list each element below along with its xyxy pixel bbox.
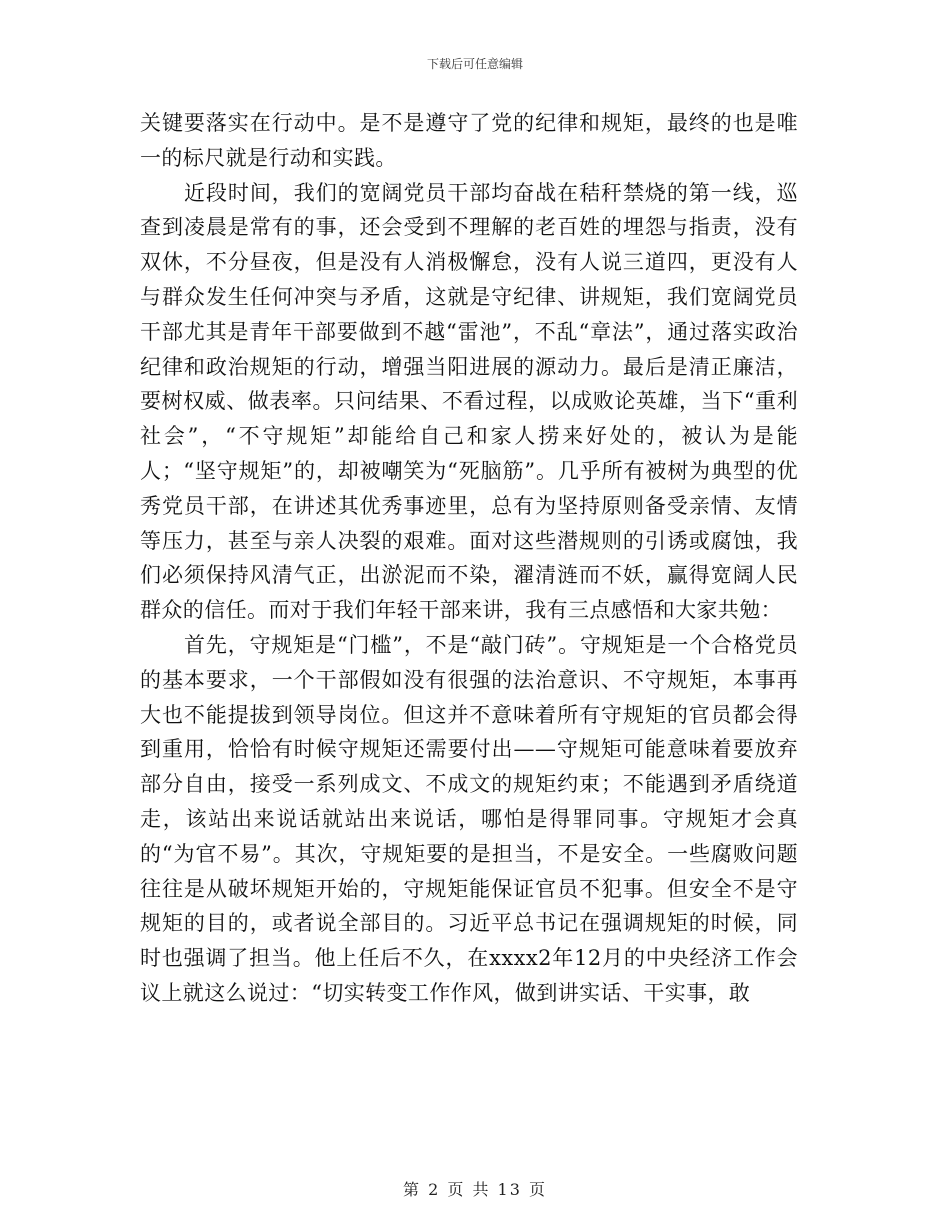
document-body: [140, 106, 798, 1011]
paragraph-2: 近段时间，我们的宽阔党员干部均奋战在秸秆禁烧的第一线，巡查到凌晨是常有的事，还会受到不理解的老百姓的埋怨与指责，没有双休，不分昼夜，但是没有人消极懈怠，没有人说三道四，更没有人与群众发生任何冲突与矛盾，这就是守纪律、讲规矩，我们宽阔党员干部尤其是青年干部要做到不越“雷池”，不乱“章法”，通过落实政治纪律和政治规矩的行动，增强当阳进展的源动力。最后是清正廉洁，要树权威、做表率。只问结果、不看过程，以成败论英雄，当下“重利社会”，“不守规矩”却能给自己和家人捞来好处的，被认为是能人；“坚守规矩”的，却被嘲笑为“死脑筋”。几乎所有被树为典型的优秀党员干部，在讲述其优秀事迹里，总有为坚持原则备受亲情、友情等压力，甚至与亲人决裂的艰难。面对这些潜规则的引诱或腐蚀，我们必须保持风清气正，出淤泥而不染，濯清涟而不妖，赢得宽阔人民群众的信任。而对于我们年轻干部来讲，我有三点感悟和大家共勉：: [140, 180, 798, 623]
page-number-footer: 第 2 页 共 13 页: [403, 1180, 547, 1199]
page-header-note: 下载后可任意编辑: [426, 57, 523, 71]
paragraph-1: 关键要落实在行动中。是不是遵守了党的纪律和规矩，最终的也是唯一的标尺就是行动和实践。: [140, 111, 798, 170]
paragraph-3: 首先，守规矩是“门槛”，不是“敲门砖”。守规矩是一个合格党员的基本要求，一个干部假如没有很强的法治意识、不守规矩，本事再大也不能提拔到领导岗位。但这并不意味着所有守规矩的官员都会得到重用，恰恰有时候守规矩还需要付出——守规矩可能意味着要放弃部分自由，接受一系列成文、不成文的规矩约束；不能遇到矛盾绕道走，该站出来说话就站出来说话，哪怕是得罪同事。守规矩才会真的“为官不易”。其次，守规矩要的是担当，不是安全。一些腐败问题往往是从破坏规矩开始的，守规矩能保证官员不犯事。但安全不是守规矩的目的，或者说全部目的。习近平总书记在强调规矩的时候，同时也强调了担当。他上任后不久，在xxxx2年12月的中央经济工作会议上就这么说过：“切实转变工作作风，做到讲实话、干实事，敢: [140, 632, 798, 1005]
